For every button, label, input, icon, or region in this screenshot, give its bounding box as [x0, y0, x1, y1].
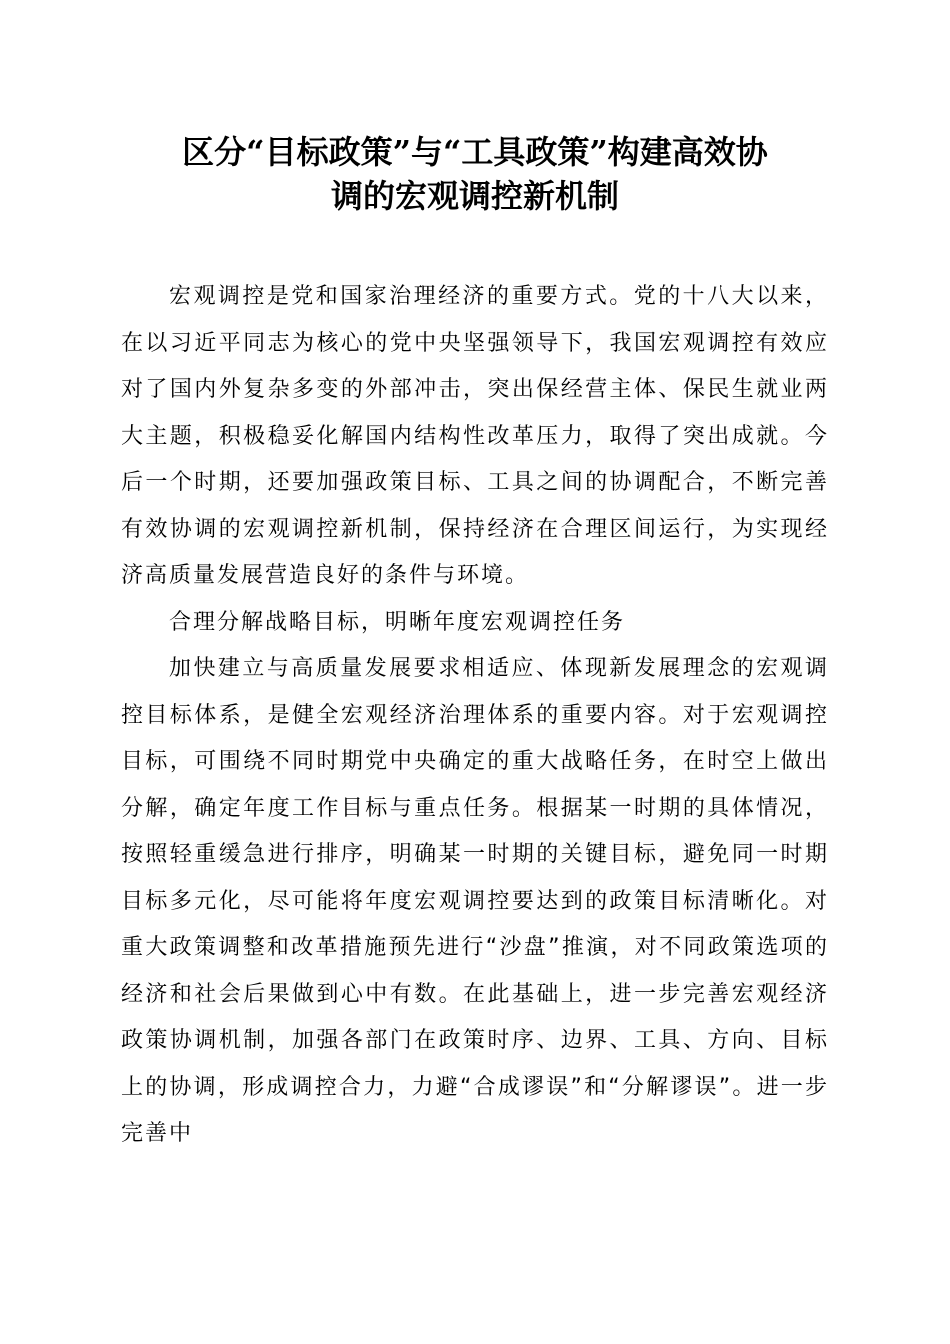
section-heading: 合理分解战略目标，明晰年度宏观调控任务 [169, 609, 626, 635]
title-line-2: 调的宏观调控新机制 [330, 177, 619, 215]
document-title [121, 130, 829, 218]
title-line-1: 区分“目标政策”与“工具政策”构建高效协 [182, 133, 768, 171]
paragraph-intro: 宏观调控是党和国家治理经济的重要方式。党的十八大以来，在以习近平同志为核心的党中央坚强领导下，我国宏观调控有效应对了国内外复杂多变的外部冲击，突出保经营主体、保民生就业两大主题，积极稳妥化解国内结构性改革压力，取得了突出成就。今后一个时期，还要加强政策目标、工具之间的协调配合，不断完善有效协调的宏观调控新机制，保持经济在合理区间运行，为实现经济高质量发展营造良好的条件与环境。 [121, 284, 829, 588]
document-body [121, 274, 829, 1158]
document-page [121, 0, 829, 1158]
paragraph-section-1: 加快建立与高质量发展要求相适应、体现新发展理念的宏观调控目标体系，是健全宏观经济治理体系的重要内容。对于宏观调控目标，可围绕不同时期党中央确定的重大战略任务，在时空上做出分解，确定年度工作目标与重点任务。根据某一时期的具体情况，按照轻重缓急进行排序，明确某一时期的关键目标，避免同一时期目标多元化，尽可能将年度宏观调控要达到的政策目标清晰化。对重大政策调整和改革措施预先进行“沙盘”推演，对不同政策选项的经济和社会后果做到心中有数。在此基础上，进一步完善宏观经济政策协调机制，加强各部门在政策时序、边界、工具、方向、目标上的协调，形成调控合力，力避“合成谬误”和“分解谬误”。进一步完善中 [121, 656, 829, 1146]
